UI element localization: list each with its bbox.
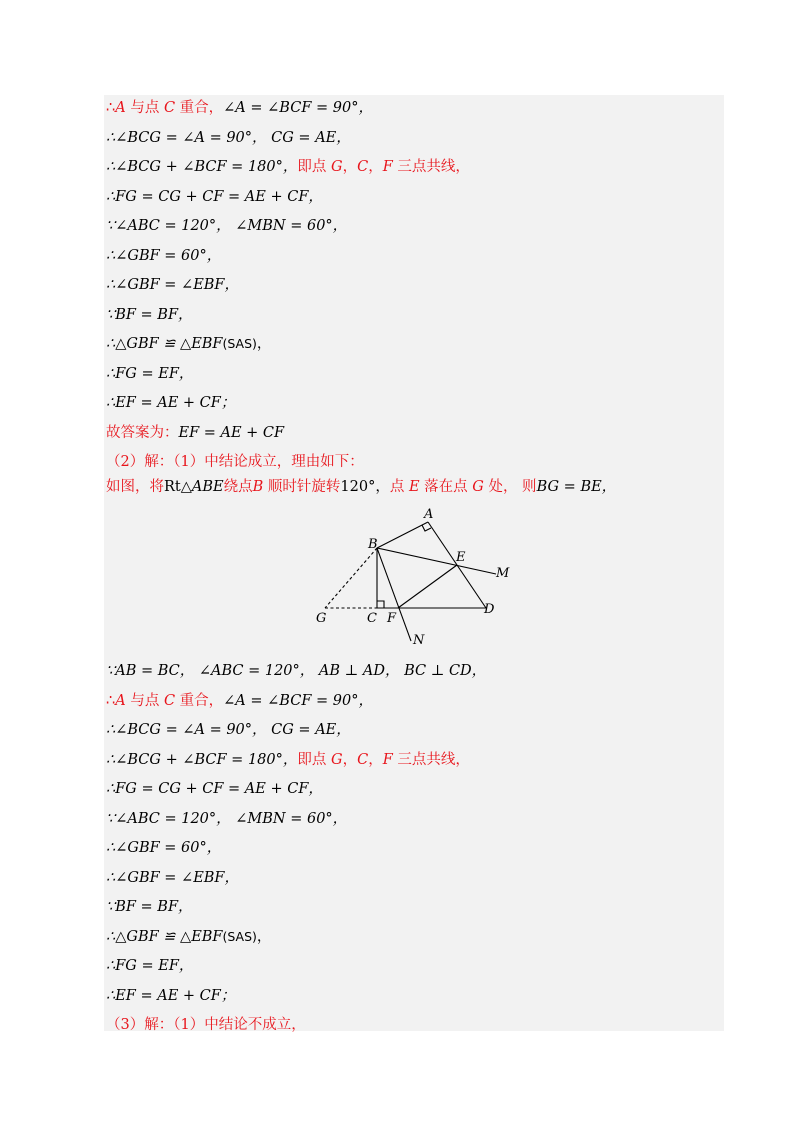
- text-segment: A: [115, 100, 126, 116]
- solution-line: [106, 449, 364, 475]
- text-segment: ∴FG = EF，: [106, 958, 194, 974]
- text-segment: A: [115, 692, 126, 709]
- text-segment: B: [252, 479, 264, 495]
- text-segment: ABE: [191, 479, 224, 495]
- text-segment: ∴: [106, 692, 116, 709]
- segment-FE: [398, 565, 457, 608]
- text-segment: 与点: [125, 100, 164, 116]
- text-segment: 绕点: [223, 479, 253, 495]
- text-segment: 落在点: [419, 479, 473, 495]
- text-segment: C: [357, 751, 369, 768]
- solution-line: [106, 154, 470, 180]
- text-segment: ∴FG = CG + CF = AE + CF，: [106, 188, 323, 205]
- text-segment: （2）解：（1）中结论成立，理由如下：: [106, 454, 364, 470]
- text-segment: ∵∠ABC = 120°， ∠MBN = 60°，: [106, 810, 348, 827]
- solution-line: [106, 953, 193, 979]
- label-E: E: [456, 550, 466, 565]
- text-segment: ∴FG = EF，: [106, 365, 194, 382]
- text-segment: ，: [342, 751, 358, 768]
- text-segment: ∴∠BCG + ∠BCF = 180°，: [106, 751, 298, 768]
- text-segment: ∴∠GBF = 60°，: [106, 247, 222, 264]
- segment-BG: [325, 548, 377, 608]
- solution-line: [106, 420, 284, 446]
- text-segment: 即点: [297, 751, 331, 768]
- solution-line: [106, 213, 347, 239]
- text-segment: 即点: [297, 159, 331, 175]
- text-segment: 重合，: [175, 100, 224, 116]
- label-N: N: [413, 633, 425, 648]
- solution-line: [106, 983, 235, 1009]
- text-segment: 点: [389, 479, 409, 495]
- text-segment: 与点: [125, 692, 164, 709]
- text-segment: ∵BF = BF，: [106, 306, 193, 323]
- solution-line: [106, 717, 351, 743]
- label-F: F: [387, 611, 397, 626]
- text-segment: ∴EF = AE + CF；: [106, 987, 236, 1004]
- text-segment: ∵AB = BC， ∠ABC = 120°， AB ⊥ AD， BC ⊥ CD，: [106, 663, 487, 679]
- solution-line: [106, 331, 271, 357]
- text-segment: C: [357, 159, 369, 175]
- solution-line: [106, 125, 351, 151]
- text-segment: ∠A = ∠BCF = 90°，: [223, 100, 373, 116]
- label-D: D: [484, 602, 495, 617]
- segment-BA: [377, 522, 428, 548]
- text-segment: （3）解：（1）中结论不成立，: [106, 1017, 306, 1033]
- text-segment: F: [382, 159, 393, 175]
- solution-line: [106, 688, 373, 714]
- ray-BM: [377, 548, 496, 574]
- text-segment: ∴∠GBF = ∠EBF，: [106, 277, 239, 293]
- text-segment: ∠A = ∠BCF = 90°，: [223, 692, 373, 709]
- text-segment: ∴FG = CG + CF = AE + CF，: [106, 781, 323, 797]
- solution-line: [106, 184, 323, 210]
- text-segment: ∵∠ABC = 120°， ∠MBN = 60°，: [106, 218, 348, 234]
- text-segment: ∴EF = AE + CF；: [106, 395, 236, 411]
- text-segment: C: [163, 692, 176, 709]
- text-segment: G: [472, 479, 484, 495]
- text-segment: ，: [256, 336, 272, 352]
- text-segment: ∴∠BCG = ∠A = 90°， CG = AE，: [106, 129, 351, 146]
- text-segment: ∴△GBF ≌ △EBF: [106, 336, 223, 352]
- text-segment: ∴∠GBF = ∠EBF，: [106, 869, 239, 886]
- text-segment: G: [330, 159, 343, 175]
- text-segment: ，: [368, 751, 383, 768]
- right-angle-C: [377, 601, 384, 608]
- label-C: C: [367, 611, 377, 626]
- solution-line: [106, 924, 271, 950]
- text-segment: 顺时针旋转: [263, 479, 341, 495]
- label-M: M: [496, 566, 510, 581]
- solution-line: [106, 658, 486, 684]
- text-segment: 故答案为：: [106, 424, 179, 441]
- text-segment: EF = AE + CF: [178, 424, 285, 441]
- text-segment: (SAS): [222, 928, 257, 944]
- text-segment: ，: [342, 159, 358, 175]
- solution-line: [106, 747, 470, 773]
- ray-BN: [377, 548, 411, 641]
- solution-line: [106, 835, 221, 861]
- solution-line: [106, 776, 323, 802]
- text-segment: ∴: [106, 100, 116, 116]
- text-segment: BG = BE，: [536, 479, 617, 495]
- geometry-figure: [310, 505, 520, 650]
- text-segment: 120°，: [340, 479, 390, 495]
- text-segment: 如图，将: [106, 479, 164, 495]
- text-segment: E: [408, 479, 420, 495]
- text-segment: ，: [368, 159, 383, 175]
- solution-line: [106, 1012, 306, 1038]
- text-segment: 重合，: [175, 692, 224, 709]
- text-segment: F: [382, 751, 393, 768]
- label-B: B: [368, 537, 378, 552]
- solution-line: [106, 474, 616, 500]
- text-segment: G: [330, 751, 343, 768]
- text-segment: ∴△GBF ≌ △EBF: [106, 928, 223, 945]
- solution-line: [106, 865, 239, 891]
- label-G: G: [316, 611, 327, 626]
- text-segment: C: [163, 100, 176, 116]
- solution-line: [106, 361, 193, 387]
- solution-line: [106, 390, 235, 416]
- text-segment: ∵BF = BF，: [106, 899, 193, 915]
- solution-line: [106, 95, 373, 121]
- solution-line: [106, 272, 239, 298]
- text-segment: (SAS): [222, 336, 257, 351]
- solution-line: [106, 894, 193, 920]
- solution-line: [106, 302, 193, 328]
- label-A: A: [424, 507, 434, 522]
- text-segment: ∴∠BCG + ∠BCF = 180°，: [106, 159, 298, 175]
- solution-line: [106, 243, 221, 269]
- right-angle-A: [422, 525, 431, 531]
- text-segment: Rt△: [164, 479, 192, 495]
- text-segment: ∴∠GBF = 60°，: [106, 840, 222, 856]
- text-segment: 处， 则: [483, 479, 537, 495]
- text-segment: 三点共线，: [392, 159, 470, 175]
- text-segment: 三点共线，: [392, 751, 470, 768]
- text-segment: ，: [256, 928, 272, 945]
- text-segment: ∴∠BCG = ∠A = 90°， CG = AE，: [106, 722, 351, 738]
- solution-line: [106, 806, 347, 832]
